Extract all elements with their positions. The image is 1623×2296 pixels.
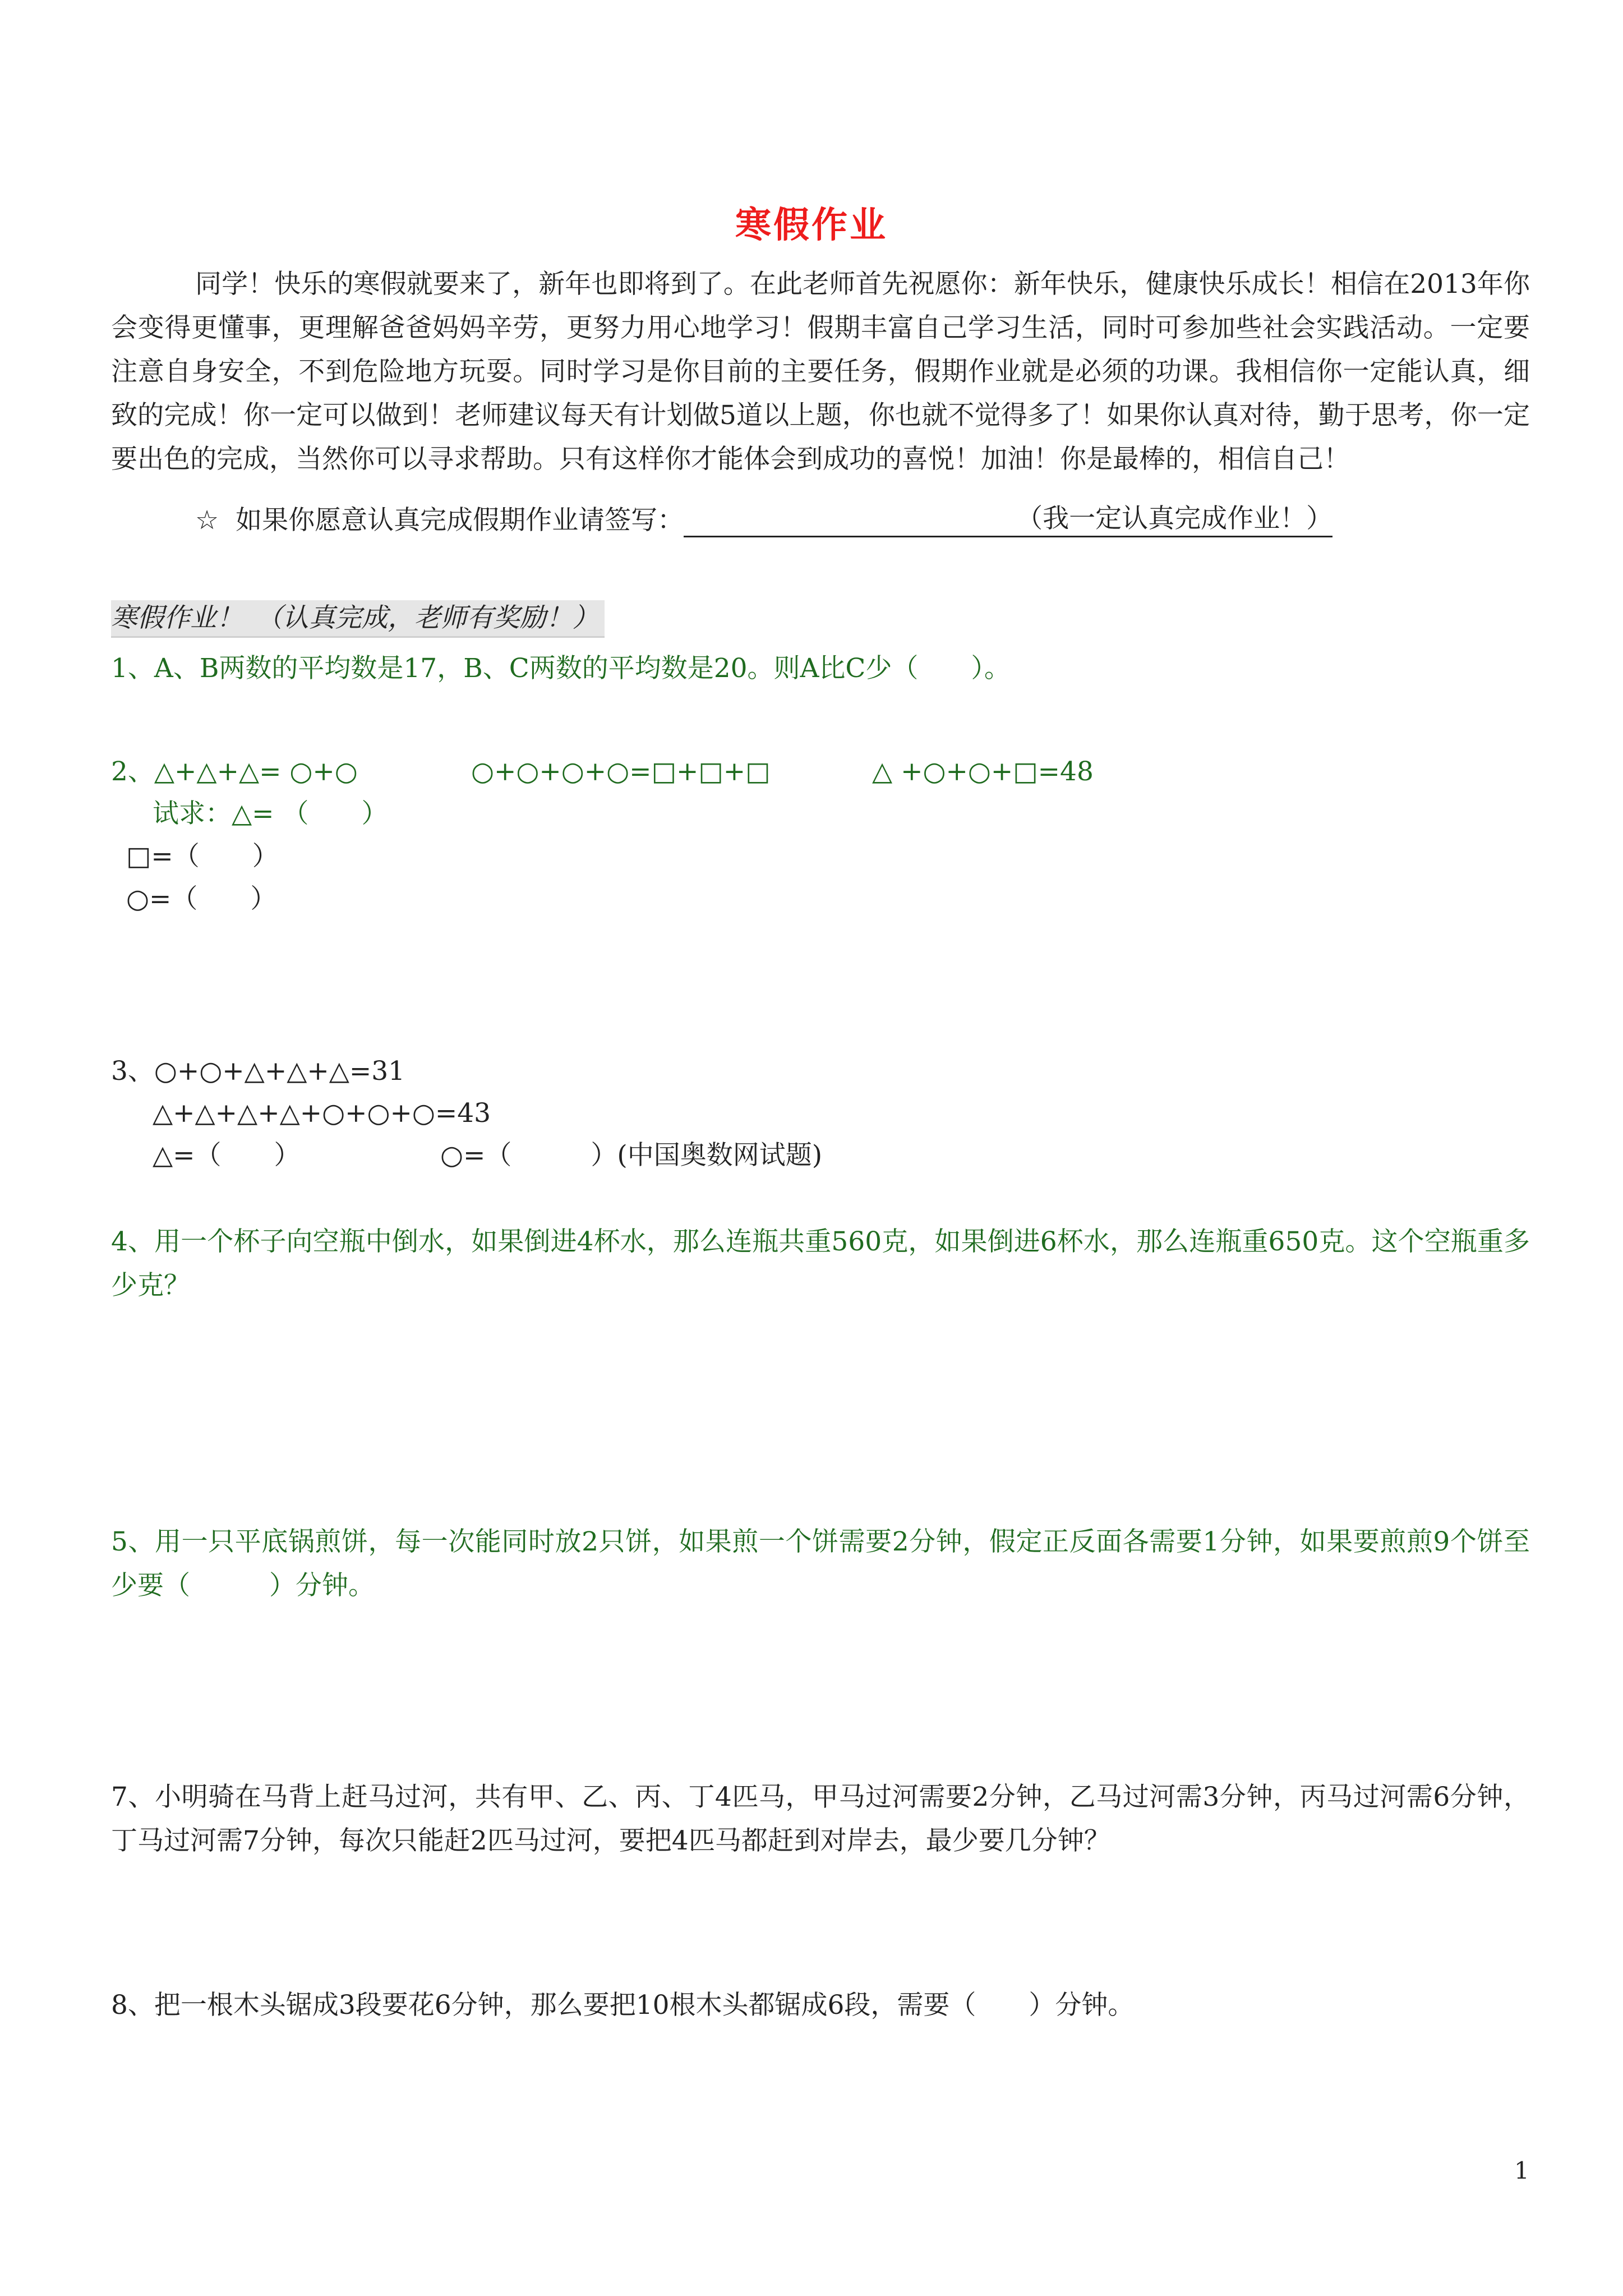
star-icon: ☆ xyxy=(195,505,219,536)
question-3-answer-triangle: △=（ ） xyxy=(153,1140,301,1171)
question-5: 5、用一只平底锅煎饼，每一次能同时放2只饼，如果煎一个饼需要2分钟，假定正反面各需要1分钟，如果要煎煎9个饼至少要（ ）分钟。 xyxy=(111,1526,1530,1601)
pledge-line xyxy=(195,502,1332,537)
question-2-ask: 试求：△= （ ） xyxy=(153,798,388,829)
question-2-answer-square: □=（ ） xyxy=(126,841,279,872)
question-4: 4、用一个杯子向空瓶中倒水，如果倒进4杯水，那么连瓶共重560克，如果倒进6杯水，那么连瓶重650克。这个空瓶重多少克？ xyxy=(111,1226,1530,1301)
question-2-eq2: ○+○+○+○=□+□+□ xyxy=(471,756,771,787)
question-7: 7、小明骑在马背上赶马过河，共有甲、乙、丙、丁4匹马，甲马过河需要2分钟，乙马过河需3分钟，丙马过河需6分钟，丁马过河需7分钟，每次只能赶2匹马过河，要把4匹马都赶到对岸去，最少要几分钟？ xyxy=(111,1782,1530,1856)
question-2-answer-circle: ○=（ ） xyxy=(126,884,277,914)
question-3-answer-circle: ○=（ ）(中国奥数网试题) xyxy=(440,1140,823,1171)
page-number: 1 xyxy=(1514,2157,1529,2184)
question-8: 8、把一根木头锯成3段要花6分钟，那么要把10根木头都锯成6段，需要（ ）分钟。 xyxy=(111,1990,1135,2021)
homework-header: 寒假作业！ （认真完成，老师有奖励！） xyxy=(111,600,605,638)
question-1: 1、A、B两数的平均数是17，B、C两数的平均数是20。则A比C少（ ）。 xyxy=(111,653,1011,684)
question-2-eq3: △ +○+○+□=48 xyxy=(872,756,1094,787)
page-title: 寒假作业 xyxy=(735,204,888,246)
signature-hint: （我一定认真完成作业！） xyxy=(1016,503,1333,534)
question-3-eq2: △+△+△+△+○+○+○=43 xyxy=(153,1098,491,1129)
question-2-eq1: 2、△+△+△= ○+○ xyxy=(111,756,358,787)
question-3-eq1: 3、○+○+△+△+△=31 xyxy=(111,1056,405,1087)
intro-paragraph: 同学！快乐的寒假就要来了，新年也即将到了。在此老师首先祝愿你：新年快乐，健康快乐成长！相信在2013年你会变得更懂事，更理解爸爸妈妈辛劳，更努力用心地学习！假期丰富自己学习生活，同时可参加些社会实践活动。一定要注意自身安全，不到危险地方玩耍。同时学习是你目前的主要任务，假期作业就是必须的功课。我相信你一定能认真，细致的完成！你一定可以做到！老师建议每天有计划做5道以上题，你也就不觉得多了！如果你认真对待，勤于思考，你一定要出色的完成，当然你可以寻求帮助。只有这样你才能体会到成功的喜悦！加油！你是最棒的，相信自己！ xyxy=(111,269,1530,475)
pledge-prompt: 如果你愿意认真完成假期作业请签写： xyxy=(236,505,684,536)
signature-field[interactable] xyxy=(684,502,1332,537)
